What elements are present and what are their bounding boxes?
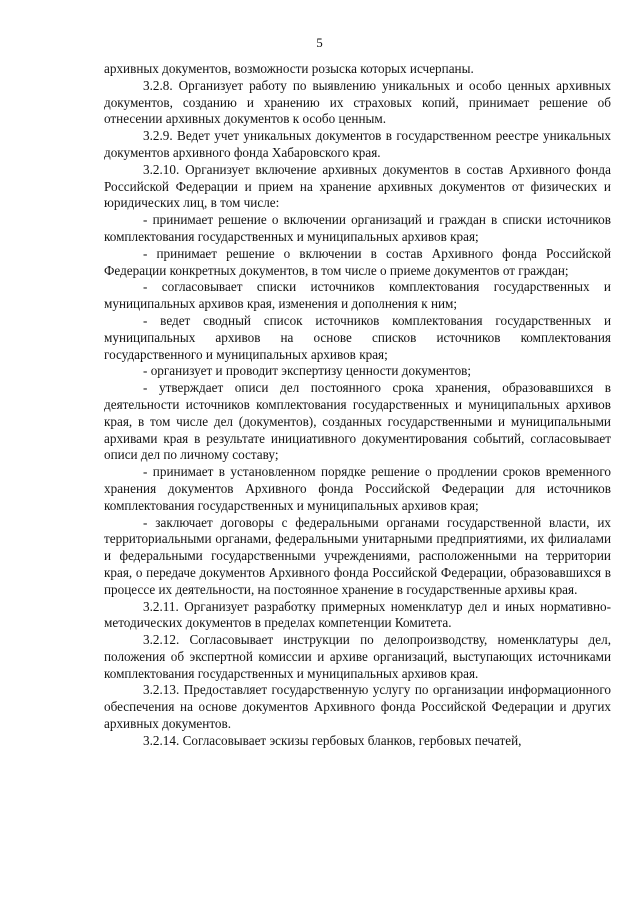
list-item: - согласовывает списки источников комплектования государственных и муниципальных архивов края, изменения и дополнения к ним; <box>104 279 611 312</box>
paragraph-3-2-12: 3.2.12. Согласовывает инструкции по делопроизводству, номенклатуры дел, положения об экспертной комиссии и архиве организаций, выступающих источниками комплектования государственных и муниципальных архивов края. <box>104 632 611 681</box>
list-item: - утверждает описи дел постоянного срока хранения, образовавшихся в деятельности источников комплектования государственных и муниципальных архивов края, в том числе дел (документов), созданных государственными и муниципальными архивами края в результате инициативного документирования событий, согласовывает описи дел по личному составу; <box>104 380 611 463</box>
page-number: 5 <box>316 35 323 50</box>
paragraph-3-2-14: 3.2.14. Согласовывает эскизы гербовых бланков, гербовых печатей, <box>143 732 522 748</box>
list-item: - организует и проводит экспертизу ценности документов; <box>143 363 472 379</box>
list-item: - ведет сводный список источников комплектования государственных и муниципальных архивов на основе списков источников комплектования государственного и муниципальных архивов края; <box>104 312 611 362</box>
paragraph-3-2-10: 3.2.10. Организует включение архивных документов в состав Архивного фонда Российской Федерации и прием на хранение архивных документов от физических и юридических лиц, в том числе: <box>104 161 611 211</box>
list-item: - принимает решение о включении организаций и граждан в списки источников комплектования государственных и муниципальных архивов края; <box>104 212 611 244</box>
paragraph-3-2-13: 3.2.13. Предоставляет государственную услугу по организации информационного обеспечения на основе документов Архивного фонда Российской Федерации и других архивных документов. <box>104 682 611 732</box>
list-item: - принимает решение о включении в состав Архивного фонда Российской Федерации конкретных документов, в том числе о приеме документов от граждан; <box>104 245 611 278</box>
paragraph-3-2-8: 3.2.8. Организует работу по выявлению уникальных и особо ценных архивных документов, созданию и хранению их страховых копий, принимает решение об отнесении архивных документов к особо ценным. <box>104 77 611 127</box>
paragraph-3-2-9: 3.2.9. Ведет учет уникальных документов в государственном реестре уникальных документов архивного фонда Хабаровского края. <box>104 128 611 160</box>
paragraph-continuation: архивных документов, возможности розыска которых исчерпаны. <box>104 61 474 76</box>
list-item: - принимает в установленном порядке решение о продлении сроков временного хранения документов Архивного фонда Российской Федерации для источников комплектования государственных и муниципальных архивов края; <box>104 464 611 513</box>
paragraph-3-2-11: 3.2.11. Организует разработку примерных номенклатур дел и иных нормативно-методических документов в пределах компетенции Комитета. <box>104 598 611 631</box>
document-body <box>104 61 611 750</box>
list-item: - заключает договоры с федеральными органами государственной власти, их территориальными органами, федеральными унитарными предприятиями, их филиалами и федеральными государственными учреждениями, расположенными на территории края, о передаче документов Архивного фонда Российской Федерации, образовавшихся в процессе их деятельности, на постоянное хранение в государственные архивы края. <box>104 514 611 597</box>
